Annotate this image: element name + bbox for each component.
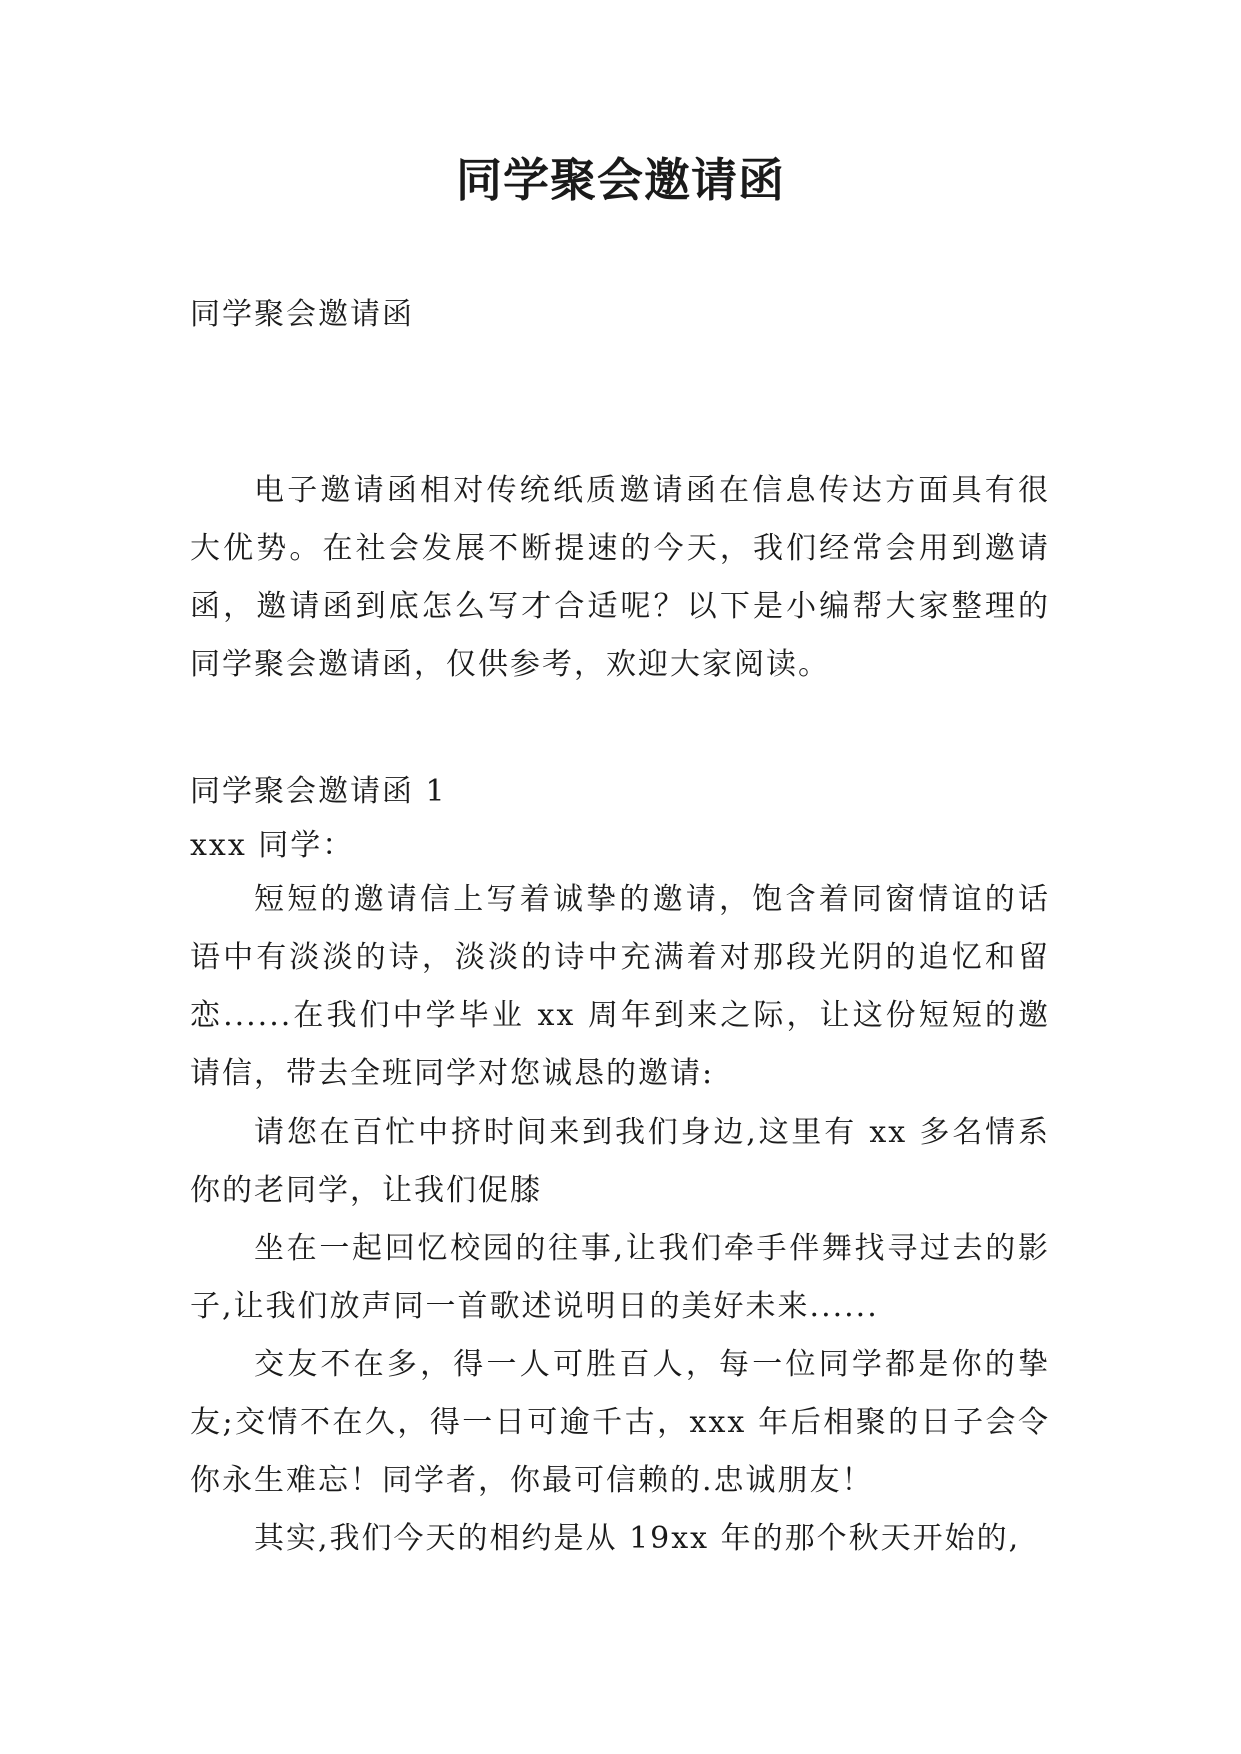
body-paragraph: 交友不在多，得一人可胜百人，每一位同学都是你的挚友;交情不在久，得一日可逾千古，xxx 年后相聚的日子会令你永生难忘！同学者，你最可信赖的.忠诚朋友！ [190,1347,1050,1498]
section-heading: 同学聚会邀请函 1 [190,774,447,809]
body-paragraph: 短短的邀请信上写着诚挚的邀请，饱含着同窗情谊的话语中有淡淡的诗，淡淡的诗中充满着对那段光阴的追忆和留恋......在我们中学毕业 xx 周年到来之际，让这份短短的邀请信，带去全班同学对您诚恳的邀请: [190,882,1050,1091]
body-paragraph: 其实,我们今天的相约是从 19xx 年的那个秋天开始的, [254,1521,1021,1556]
body-paragraph: 坐在一起回忆校园的往事,让我们牵手伴舞找寻过去的影子,让我们放声同一首歌述说明日的美好未来...... [190,1231,1050,1324]
document-title: 同学聚会邀请函 [456,153,785,207]
body-paragraph: 请您在百忙中挤时间来到我们身边,这里有 xx 多名情系你的老同学，让我们促膝 [190,1115,1050,1208]
document-subtitle: 同学聚会邀请函 [190,297,414,332]
salutation: xxx 同学： [190,828,355,863]
intro-paragraph: 电子邀请函相对传统纸质邀请函在信息传达方面具有很大优势。在社会发展不断提速的今天，我们经常会用到邀请函，邀请函到底怎么写才合适呢？以下是小编帮大家整理的同学聚会邀请函，仅供参考，欢迎大家阅读。 [190,473,1050,682]
